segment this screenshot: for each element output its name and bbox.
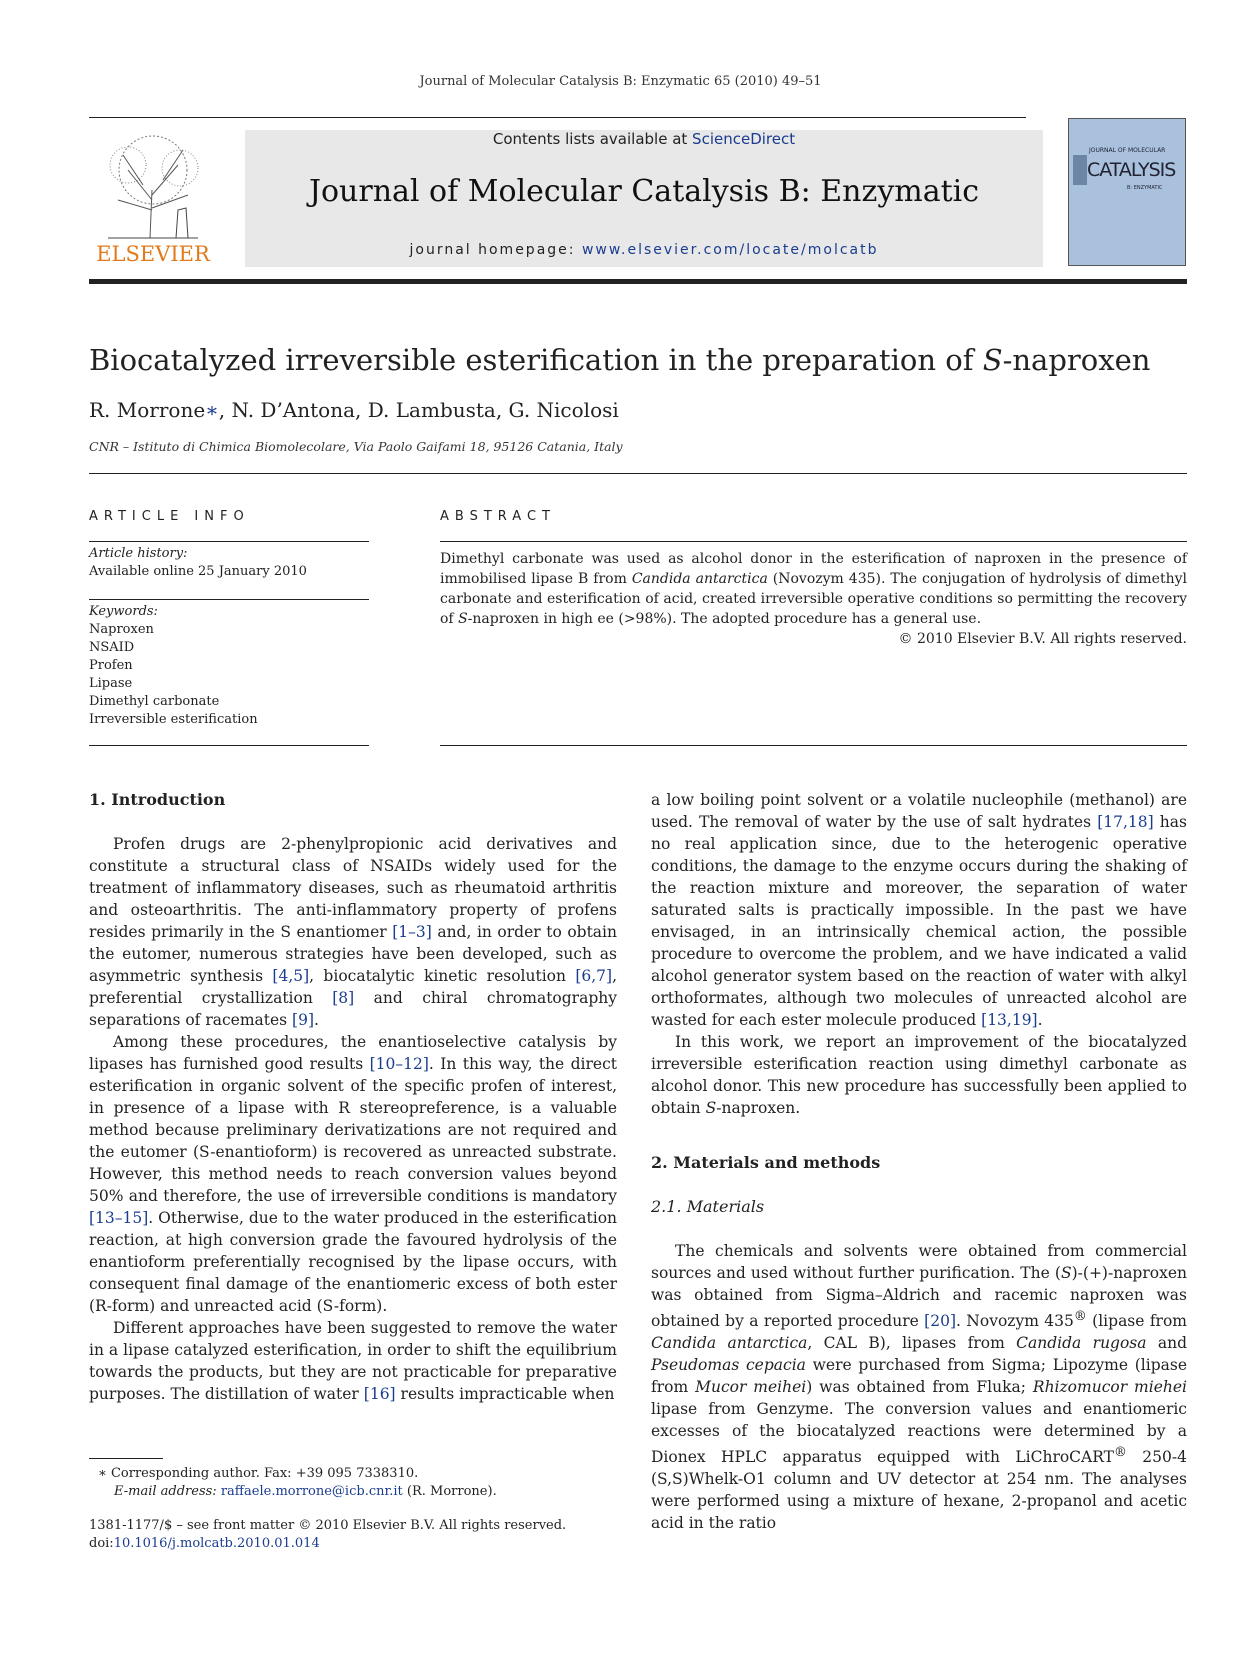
corresponding-author-footnote: ∗ Corresponding author. Fax: +39 095 7338310. E-mail address: raffaele.morrone@icb.cnr.it (R. Morrone). xyxy=(98,1466,497,1499)
sciencedirect-link[interactable]: ScienceDirect xyxy=(692,130,796,148)
citation[interactable]: [9] xyxy=(292,1011,315,1029)
citation[interactable]: [13–15] xyxy=(89,1209,149,1227)
history-rule xyxy=(89,599,369,600)
citation[interactable]: [8] xyxy=(332,989,355,1007)
elsevier-logo xyxy=(88,130,218,266)
cover-line2: CATALYSIS xyxy=(1087,159,1176,181)
cover-logo-box xyxy=(1073,155,1087,185)
history-label: Article history: xyxy=(89,546,188,561)
homepage-link[interactable]: www.elsevier.com/locate/molcatb xyxy=(581,242,879,258)
citation[interactable]: [13,19] xyxy=(981,1011,1038,1029)
abstract-text: Dimethyl carbonate was used as alcohol donor in the esterification of naproxen in the presence of immobilised lipase B from Candida antarctica (Novozym 435). The conjugation of hydrolysis of dimethyl carbonate and esterification of acid, created irreversible operative conditions so permitting the recovery of S-naproxen in high ee (>98%). The adopted procedure has a general use. © 2010 Elsevier B.V. All rights reserved. xyxy=(440,551,1187,647)
keyword: Lipase xyxy=(89,676,133,691)
citation[interactable]: [20] xyxy=(924,1312,956,1331)
contents-line xyxy=(245,130,1043,148)
citation[interactable]: [10–12] xyxy=(369,1055,429,1073)
citation[interactable]: [16] xyxy=(363,1385,396,1403)
journal-cover-image xyxy=(1068,118,1186,266)
contents-prefix: Contents lists available at xyxy=(492,130,693,148)
left-column xyxy=(89,789,617,1405)
keyword: Irreversible esterification xyxy=(89,712,258,727)
cover-line1: JOURNAL OF MOLECULAR xyxy=(1089,147,1166,154)
intro-paragraph-3: Different approaches have been suggested to remove the water in a lipase catalyzed esterification, in order to shift the equilibrium towards the products, but they are not practicable for preparative purposes. The distillation of water [16] results impracticable when xyxy=(89,1319,617,1403)
right-column xyxy=(651,789,1187,1534)
keyword: Dimethyl carbonate xyxy=(89,694,220,709)
journal-homepage xyxy=(245,242,1043,258)
corresponding-author-marker[interactable]: ∗ xyxy=(205,398,219,422)
intro-paragraph-3-cont: a low boiling point solvent or a volatile nucleophile (methanol) are used. The removal of water by the use of salt hydrates [17,18] has no real application since, due to the heterogenic operative conditions, the damage to the enzyme occurs during the shaking of the reaction mixture and moreover, the separation of water saturated salts is practically impossible. In the past we have envisaged, in an intrinsically chemical action, the possible procedure to overcome the problem, and we have indicated a valid alcohol generator system based on the reaction of water with alkyl orthoformates, although two molecules of unreacted alcohol are wasted for each ester molecule produced [13,19]. xyxy=(651,791,1187,1029)
article-title: Biocatalyzed irreversible esterification in the preparation of S-naproxen xyxy=(89,343,1151,377)
affiliation: CNR – Istituto di Chimica Biomolecolare, Via Paolo Gaifami 18, 95126 Catania, Italy xyxy=(89,439,623,454)
front-matter: 1381-1177/$ – see front matter © 2010 Elsevier B.V. All rights reserved. doi:10.1016/j.molcatb.2010.01.014 xyxy=(89,1518,567,1551)
citation[interactable]: [4,5] xyxy=(272,967,310,985)
article-info-heading: ARTICLE INFO xyxy=(89,509,250,524)
keyword: NSAID xyxy=(89,640,135,655)
keywords-label: Keywords: xyxy=(89,604,158,619)
abstract-rule xyxy=(440,541,1187,542)
methods-heading: 2. Materials and methods xyxy=(651,1153,881,1172)
materials-subheading: 2.1. Materials xyxy=(651,1197,765,1216)
email-link[interactable]: raffaele.morrone@icb.cnr.it xyxy=(220,1484,403,1499)
article-history xyxy=(89,545,307,581)
keyword: Profen xyxy=(89,658,133,673)
affiliation-rule xyxy=(89,473,1187,474)
header-top-rule xyxy=(89,117,1026,118)
intro-paragraph-2: Among these procedures, the enantioselective catalysis by lipases has furnished good results [10–12]. In this way, the direct esterification in organic solvent of the specific profen of interest, in presence of a lipase with R stereopreference, is a valuable method because preliminary derivatizations are not required and the eutomer (S-enantioform) is recovered as unreacted substrate. However, this method needs to reach conversion values beyond 50% and therefore, the use of irreversible conditions is mandatory [13–15]. Otherwise, due to the water produced in the esterification reaction, at high conversion grade the favoured hydrolysis of the enantioform preferentially recognised by the lipase occurs, with consequent final damage of the enantiomeric excess of both ester (R-form) and unreacted acid (S-form). xyxy=(89,1033,618,1315)
footnote-rule xyxy=(89,1458,163,1459)
intro-paragraph-4: In this work, we report an improvement of the biocatalyzed irreversible esterification reaction using dimethyl carbonate as alcohol donor. This new procedure has successfully been applied to obtain S-naproxen. xyxy=(651,1033,1187,1117)
intro-heading: 1. Introduction xyxy=(89,790,226,809)
doi-link[interactable]: 10.1016/j.molcatb.2010.01.014 xyxy=(113,1536,320,1551)
intro-paragraph-1: Profen drugs are 2-phenylpropionic acid derivatives and constitute a structural class of NSAIDs widely used for the treatment of inflammatory diseases, such as rheumatoid arthritis and osteoarthritis. The anti-inflammatory property of profens resides primarily in the S enantiomer [1–3] and, in order to obtain the eutomer, numerous strategies have been developed, such as asymmetric synthesis [4,5], biocatalytic kinetic resolution [6,7], preferential crystallization [8] and chiral chromatography separations of racemates [9]. xyxy=(89,835,617,1029)
keyword: Naproxen xyxy=(89,622,154,637)
abstract-bottom-rule xyxy=(440,745,1187,746)
article-info-bottom-rule xyxy=(89,745,369,746)
publisher-logo-text: ELSEVIER xyxy=(96,242,210,266)
keywords-block xyxy=(89,603,258,729)
citation[interactable]: [6,7] xyxy=(575,967,613,985)
article-info-rule xyxy=(89,541,369,542)
running-head: Journal of Molecular Catalysis B: Enzymatic 65 (2010) 49–51 xyxy=(419,74,822,89)
homepage-label: journal homepage: xyxy=(409,242,582,258)
citation[interactable]: [1–3] xyxy=(392,923,432,941)
citation[interactable]: [17,18] xyxy=(1097,813,1154,831)
cover-line3: B: ENZYMATIC xyxy=(1127,185,1163,191)
header-thick-rule xyxy=(89,279,1187,284)
journal-title: Journal of Molecular Catalysis B: Enzymatic xyxy=(308,174,980,209)
journal-banner xyxy=(245,130,1043,267)
history-value: Available online 25 January 2010 xyxy=(89,564,307,579)
abstract-copyright: © 2010 Elsevier B.V. All rights reserved. xyxy=(898,631,1187,647)
abstract-heading: ABSTRACT xyxy=(440,509,556,524)
materials-paragraph: The chemicals and solvents were obtained from commercial sources and used without further purification. The (S)-(+)-naproxen was obtained from Sigma–Aldrich and racemic naproxen was obtained by a reported procedure [20]. Novozym 435® (lipase from Candida antarctica, CAL B), lipases from Candida rugosa and Pseudomas cepacia were purchased from Sigma; Lipozyme (lipase from Mucor meihei) was obtained from Fluka; Rhizomucor miehei lipase from Genzyme. The conversion values and enantiomeric excesses of the biocatalyzed reactions were determined by a Dionex HPLC apparatus equipped with LiChroCART® 250-4 (S,S)Whelk-O1 column and UV detector at 254 nm. The analyses were performed using a mixture of hexane, 2-propanol and acetic acid in the ratio xyxy=(651,1242,1188,1533)
author-list: R. Morrone∗, N. D’Antona, D. Lambusta, G. Nicolosi xyxy=(89,398,619,422)
